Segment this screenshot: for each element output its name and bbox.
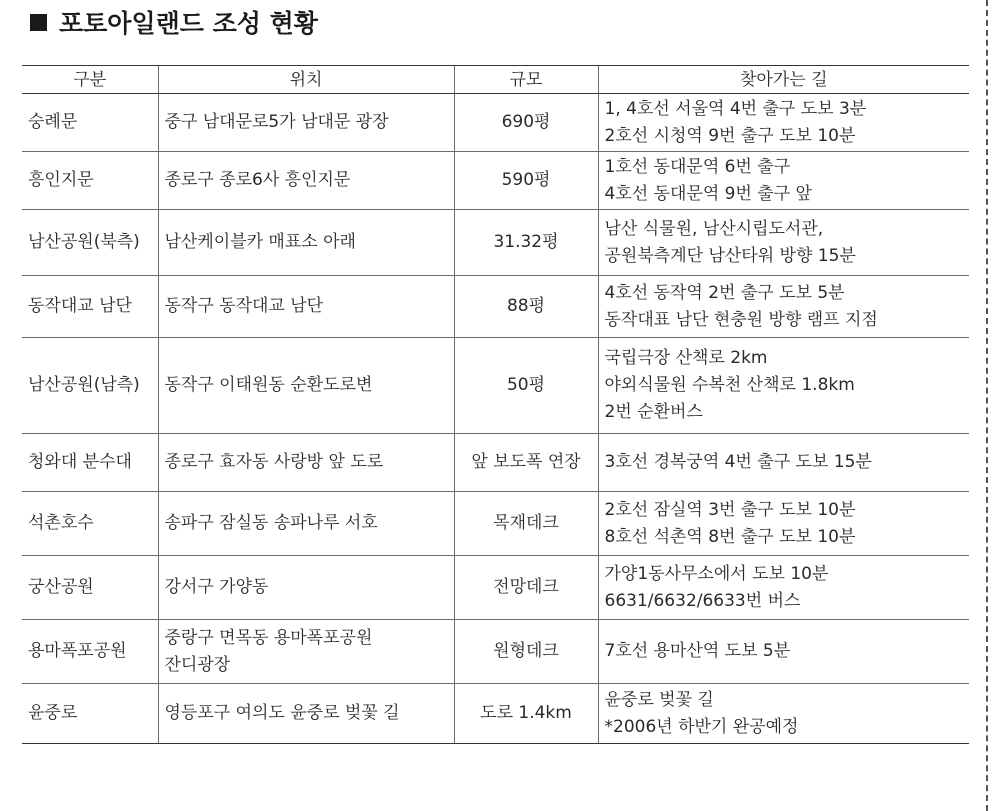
cell-category: [22, 94, 158, 152]
size-text: 목재데크: [493, 513, 559, 533]
cell-location: [158, 276, 454, 338]
cell-location: [158, 434, 454, 492]
header-directions: 찾아가는 길: [598, 66, 969, 94]
cell-size: [454, 620, 598, 684]
cell-directions: [598, 338, 969, 434]
category-text: 궁산공원: [28, 577, 94, 597]
location-line: 종로구 종로6사 흥인지문: [164, 170, 351, 190]
cell-size: [454, 210, 598, 276]
location-line: 동작구 이태원동 순환도로변: [164, 375, 373, 395]
directions-line: 3호선 경복궁역 4번 출구 도보 15분: [604, 452, 872, 472]
cell-location: [158, 556, 454, 620]
directions-line: 야외식물원 수복천 산책로 1.8km: [604, 375, 855, 395]
cell-category: [22, 276, 158, 338]
category-text: 남산공원(북측): [28, 232, 140, 252]
cell-location: [158, 210, 454, 276]
dashed-margin-line: [986, 0, 988, 811]
cell-directions: [598, 620, 969, 684]
directions-line: 8호선 석촌역 8번 출구 도보 10분: [604, 526, 856, 547]
cell-size: [454, 492, 598, 556]
category-text: 동작대교 남단: [28, 296, 132, 316]
directions-line: 6631/6632/6633번 버스: [604, 590, 801, 611]
cell-location: [158, 492, 454, 556]
table-row: [22, 338, 969, 434]
size-text: 31.32평: [493, 232, 559, 252]
directions-line: 1호선 동대문역 6번 출구: [604, 156, 791, 177]
category-text: 윤중로: [28, 703, 78, 723]
photo-island-table: [22, 65, 969, 744]
directions-line: 4호선 동작역 2번 출구 도보 5분: [604, 282, 845, 303]
cell-category: [22, 210, 158, 276]
cell-directions: [598, 152, 969, 210]
cell-location: [158, 338, 454, 434]
table-row: [22, 620, 969, 684]
location-line: 중구 남대문로5가 남대문 광장: [164, 112, 389, 132]
header-size: 규모: [454, 66, 598, 94]
location-line: 중랑구 면목동 용마폭포공원: [164, 627, 373, 648]
directions-line: *2006년 하반기 완공예정: [604, 716, 799, 737]
cell-directions: [598, 556, 969, 620]
cell-category: [22, 338, 158, 434]
cell-directions: [598, 434, 969, 492]
cell-category: [22, 684, 158, 744]
category-text: 용마폭포공원: [28, 641, 127, 661]
cell-category: [22, 620, 158, 684]
header-location: 위치: [158, 66, 454, 94]
directions-line: 윤중로 벚꽃 길: [604, 689, 714, 710]
cell-size: [454, 684, 598, 744]
table-row: [22, 94, 969, 152]
cell-location: [158, 94, 454, 152]
table-row: [22, 492, 969, 556]
location-line: 남산케이블카 매표소 아래: [164, 232, 356, 252]
size-text: 앞 보도폭 연장: [471, 452, 581, 472]
cell-location: [158, 152, 454, 210]
location-line: 영등포구 여의도 윤중로 벚꽃 길: [164, 703, 400, 723]
location-line: 종로구 효자동 사랑방 앞 도로: [164, 452, 384, 472]
category-text: 청와대 분수대: [28, 452, 132, 472]
directions-line: 공원북측계단 남산타워 방향 15분: [604, 245, 856, 266]
size-text: 690평: [501, 112, 551, 132]
category-text: 석촌호수: [28, 513, 94, 533]
page-title-text: 포토아일랜드 조성 현황: [59, 9, 318, 38]
table-row: [22, 684, 969, 744]
cell-category: [22, 434, 158, 492]
page-title: [30, 4, 318, 40]
size-text: 590평: [501, 170, 551, 190]
cell-location: [158, 684, 454, 744]
category-text: 남산공원(남측): [28, 375, 140, 395]
cell-size: [454, 276, 598, 338]
cell-directions: [598, 210, 969, 276]
cell-size: [454, 152, 598, 210]
cell-category: [22, 492, 158, 556]
table-row: [22, 210, 969, 276]
square-bullet-icon: [30, 14, 47, 31]
table-row: [22, 276, 969, 338]
cell-size: [454, 556, 598, 620]
table-row: [22, 434, 969, 492]
cell-directions: [598, 94, 969, 152]
cell-directions: [598, 492, 969, 556]
size-text: 88평: [506, 296, 546, 316]
cell-location: [158, 620, 454, 684]
table-row: [22, 152, 969, 210]
directions-line: 동작대표 남단 현충원 방향 램프 지점: [604, 309, 878, 330]
cell-category: [22, 556, 158, 620]
cell-directions: [598, 276, 969, 338]
directions-line: 국립극장 산책로 2km: [604, 348, 768, 368]
directions-line: 2번 순환버스: [604, 402, 703, 422]
size-text: 50평: [506, 375, 546, 395]
cell-category: [22, 152, 158, 210]
directions-line: 4호선 동대문역 9번 출구 앞: [604, 183, 812, 204]
directions-line: 1, 4호선 서울역 4번 출구 도보 3분: [604, 98, 867, 119]
cell-size: [454, 434, 598, 492]
cell-directions: [598, 684, 969, 744]
location-line: 강서구 가양동: [164, 577, 269, 597]
directions-line: 2호선 잠실역 3번 출구 도보 10분: [604, 499, 856, 520]
category-text: 숭례문: [28, 112, 78, 132]
directions-line: 7호선 용마산역 도보 5분: [604, 641, 791, 661]
table-header-row: [22, 66, 969, 94]
location-line: 동작구 동작대교 남단: [164, 296, 324, 316]
cell-size: [454, 338, 598, 434]
cell-size: [454, 94, 598, 152]
location-line: 송파구 잠실동 송파나루 서호: [164, 513, 378, 533]
category-text: 흥인지문: [28, 170, 94, 190]
location-line: 잔디광장: [164, 654, 231, 675]
size-text: 도로 1.4km: [480, 703, 572, 723]
directions-line: 남산 식물원, 남산시립도서관,: [604, 218, 824, 239]
header-category: 구분: [22, 66, 158, 94]
table-body: [22, 94, 969, 744]
size-text: 전망데크: [493, 577, 559, 597]
directions-line: 2호선 시청역 9번 출구 도보 10분: [604, 125, 856, 146]
size-text: 원형데크: [493, 641, 559, 661]
table-row: [22, 556, 969, 620]
directions-line: 가양1동사무소에서 도보 10분: [604, 563, 829, 584]
